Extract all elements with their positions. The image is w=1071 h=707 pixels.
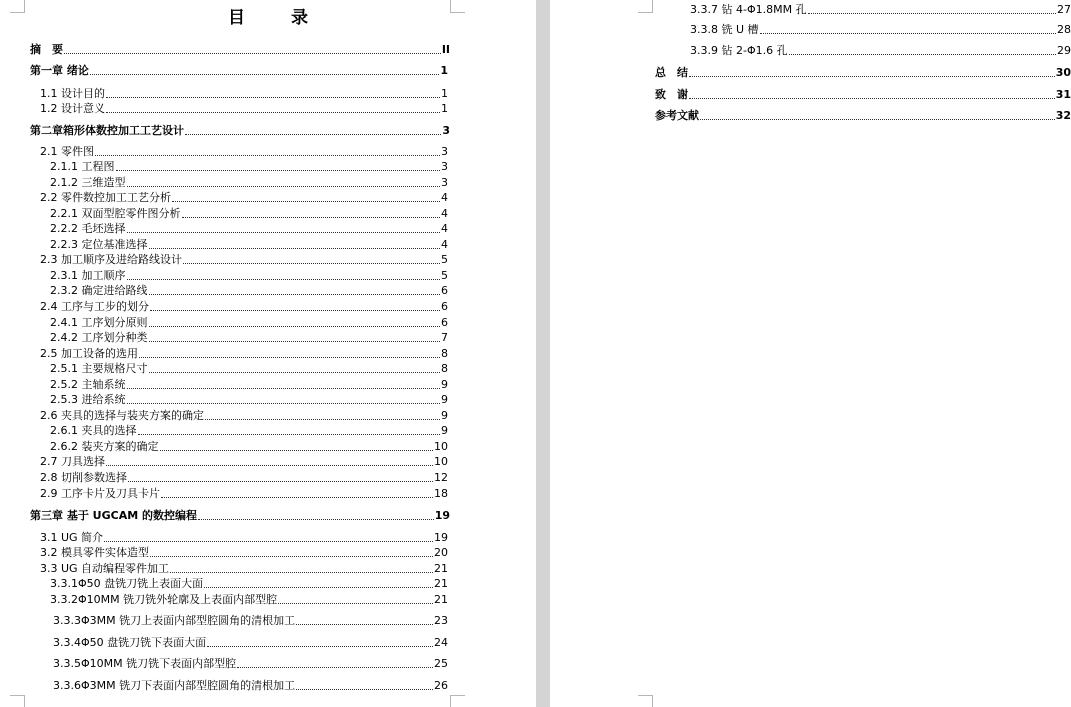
toc-entry-label: 总 结 — [655, 66, 688, 79]
toc-entry-label: 3.3.5Φ10MM 铣刀铣下表面内部型腔 — [53, 657, 237, 670]
toc-entry[interactable] — [50, 577, 448, 591]
toc-leader-dots — [198, 519, 434, 520]
crop-mark — [638, 695, 653, 707]
toc-page-number: 6 — [441, 316, 448, 329]
toc-page-number: 18 — [434, 487, 448, 500]
toc-entry[interactable] — [50, 393, 448, 407]
toc-entry[interactable] — [53, 636, 448, 650]
toc-entry[interactable] — [40, 487, 448, 501]
toc-heading[interactable] — [30, 124, 450, 138]
toc-page-number: 8 — [441, 362, 448, 375]
toc-entry-label: 2.5.2 主轴系统 — [50, 378, 126, 391]
toc-entry-label: 3.3.6Φ3MM 铣刀下表面内部型腔圆角的清根加工 — [53, 679, 296, 692]
toc-entry-label: 2.6.2 装夹方案的确定 — [50, 440, 159, 453]
toc-entry[interactable] — [53, 657, 448, 671]
toc-page-number: 4 — [441, 207, 448, 220]
toc-leader-dots — [127, 279, 441, 280]
toc-entry-label: 2.5.1 主要规格尺寸 — [50, 362, 148, 375]
toc-leader-dots — [149, 294, 441, 295]
toc-entry-label: 2.1.2 三维造型 — [50, 176, 126, 189]
toc-entry[interactable] — [40, 471, 448, 485]
toc-entry[interactable] — [50, 440, 448, 454]
toc-page-number: 3 — [441, 145, 448, 158]
toc-entry-label: 2.4 工序与工步的划分 — [40, 300, 149, 313]
toc-leader-dots — [149, 341, 441, 342]
toc-page-number: 30 — [1055, 66, 1071, 79]
toc-leader-dots — [150, 556, 433, 557]
toc-page-number: 25 — [434, 657, 448, 670]
crop-mark — [10, 0, 25, 13]
toc-leader-dots — [127, 232, 441, 233]
toc-entry-label: 2.6.1 夹具的选择 — [50, 424, 137, 437]
toc-entry-label: 致 谢 — [655, 88, 688, 101]
toc-page-number: 21 — [434, 562, 448, 575]
toc-page-number: 23 — [434, 614, 448, 627]
toc-entry-label: 2.2 零件数控加工工艺分析 — [40, 191, 171, 204]
toc-title: 目 录 — [228, 8, 328, 28]
toc-heading[interactable] — [30, 64, 448, 78]
toc-page-number: 9 — [441, 393, 448, 406]
toc-entry-label: 参考文献 — [655, 109, 699, 122]
toc-entry-label: 2.8 切削参数选择 — [40, 471, 127, 484]
page-right — [550, 0, 1071, 707]
toc-entry-label: 2.2.2 毛坯选择 — [50, 222, 126, 235]
toc-leader-dots — [149, 372, 441, 373]
toc-page-number: 10 — [434, 440, 448, 453]
toc-leader-dots — [185, 134, 441, 135]
toc-entry-label: 3.3.9 钻 2-Φ1.6 孔 — [690, 44, 788, 57]
toc-entry-label: 2.9 工序卡片及刀具卡片 — [40, 487, 160, 500]
toc-entry[interactable] — [40, 546, 448, 560]
toc-heading[interactable] — [655, 66, 1071, 80]
toc-entry-label: 3.2 模具零件实体造型 — [40, 546, 149, 559]
page-gutter — [536, 0, 550, 707]
toc-page-number: 21 — [434, 593, 448, 606]
toc-entry-label: 2.3 加工顺序及进给路线设计 — [40, 253, 182, 266]
toc-leader-dots — [296, 624, 433, 625]
toc-page-number: 1 — [441, 102, 448, 115]
toc-leader-dots — [106, 112, 440, 113]
toc-page-number: 6 — [441, 284, 448, 297]
toc-leader-dots — [127, 186, 441, 187]
toc-entry[interactable] — [40, 562, 448, 576]
toc-page-number: 5 — [441, 253, 448, 266]
toc-page-number: II — [441, 43, 450, 56]
toc-leader-dots — [170, 572, 433, 573]
toc-page-number: 1 — [441, 87, 448, 100]
toc-entry-label: 3.3.4Φ50 盘铣刀铣下表面大面 — [53, 636, 207, 649]
toc-page-number: 4 — [441, 191, 448, 204]
toc-entry-label: 2.4.2 工序划分种类 — [50, 331, 148, 344]
toc-entry-label: 第二章箱形体数控加工工艺设计 — [30, 124, 184, 137]
toc-entry[interactable] — [50, 593, 448, 607]
toc-page-number: 19 — [434, 509, 450, 522]
toc-heading[interactable] — [655, 88, 1071, 102]
toc-entry[interactable] — [50, 424, 448, 438]
toc-page-number: 10 — [434, 455, 448, 468]
toc-entry[interactable] — [50, 284, 448, 298]
toc-entry[interactable] — [40, 455, 448, 469]
toc-page-number: 3 — [441, 160, 448, 173]
toc-page-number: 31 — [1055, 88, 1071, 101]
toc-page-number: 9 — [441, 424, 448, 437]
crop-mark — [10, 695, 25, 707]
toc-entry-label: 2.3.1 加工顺序 — [50, 269, 126, 282]
toc-entry-label: 3.3.2Φ10MM 铣刀铣外轮廓及上表面内部型腔 — [50, 593, 278, 606]
toc-page-number: 4 — [441, 238, 448, 251]
toc-leader-dots — [150, 310, 440, 311]
toc-leader-dots — [760, 33, 1056, 34]
toc-leader-dots — [237, 667, 433, 668]
toc-entry-label: 2.2.3 定位基准选择 — [50, 238, 148, 251]
toc-page-number: 26 — [434, 679, 448, 692]
toc-leader-dots — [161, 497, 433, 498]
toc-entry-label: 3.3.8 铣 U 槽 — [690, 23, 759, 36]
toc-entry-label: 2.4.1 工序划分原则 — [50, 316, 148, 329]
toc-leader-dots — [700, 119, 1055, 120]
toc-heading[interactable] — [655, 109, 1071, 123]
toc-entry[interactable] — [50, 176, 448, 190]
toc-entry[interactable] — [50, 269, 448, 283]
toc-leader-dots — [116, 170, 441, 171]
toc-leader-dots — [207, 646, 433, 647]
toc-leader-dots — [64, 53, 441, 54]
toc-entry[interactable] — [50, 222, 448, 236]
toc-leader-dots — [95, 155, 440, 156]
toc-heading[interactable] — [30, 43, 450, 57]
toc-leader-dots — [104, 541, 433, 542]
toc-entry[interactable] — [40, 347, 448, 361]
toc-leader-dots — [296, 689, 433, 690]
toc-leader-dots — [278, 603, 433, 604]
toc-entry[interactable] — [40, 102, 448, 116]
toc-entry-label: 2.1 零件图 — [40, 145, 94, 158]
toc-entry-label: 2.1.1 工程图 — [50, 160, 115, 173]
toc-entry-label: 摘 要 — [30, 43, 63, 56]
toc-entry[interactable] — [50, 378, 448, 392]
toc-entry-label: 2.5 加工设备的选用 — [40, 347, 138, 360]
toc-leader-dots — [205, 419, 440, 420]
toc-entry[interactable] — [40, 87, 448, 101]
toc-leader-dots — [160, 450, 434, 451]
toc-entry-label: 3.3 UG 自动编程零件加工 — [40, 562, 170, 575]
toc-page-number: 27 — [1057, 3, 1071, 16]
toc-page-number: 9 — [441, 409, 448, 422]
toc-entry[interactable] — [40, 531, 448, 545]
toc-entry-label: 2.6 夹具的选择与装夹方案的确定 — [40, 409, 204, 422]
toc-entry-label: 2.2.1 双面型腔零件图分析 — [50, 207, 181, 220]
toc-page-number: 21 — [434, 577, 448, 590]
toc-leader-dots — [689, 98, 1055, 99]
toc-leader-dots — [183, 263, 440, 264]
toc-page-number: 29 — [1057, 44, 1071, 57]
toc-leader-dots — [182, 217, 441, 218]
toc-entry[interactable] — [40, 300, 448, 314]
toc-entry[interactable] — [690, 44, 1071, 58]
toc-entry[interactable] — [50, 207, 448, 221]
toc-page-number: 12 — [434, 471, 448, 484]
toc-entry[interactable] — [40, 253, 448, 267]
toc-heading[interactable] — [30, 509, 450, 523]
toc-page-number: 5 — [441, 269, 448, 282]
toc-page-number: 7 — [441, 331, 448, 344]
toc-entry-label: 第三章 基于 UGCAM 的数控编程 — [30, 509, 197, 522]
toc-entry-label: 1.2 设计意义 — [40, 102, 105, 115]
toc-page-number: 3 — [441, 176, 448, 189]
toc-entry[interactable] — [40, 145, 448, 159]
toc-leader-dots — [127, 388, 441, 389]
toc-leader-dots — [689, 76, 1055, 77]
toc-entry-label: 3.3.3Φ3MM 铣刀上表面内部型腔圆角的清根加工 — [53, 614, 296, 627]
toc-page-number: 24 — [434, 636, 448, 649]
toc-leader-dots — [172, 201, 440, 202]
toc-page-number: 8 — [441, 347, 448, 360]
toc-entry-label: 2.7 刀具选择 — [40, 455, 105, 468]
toc-leader-dots — [90, 74, 440, 75]
toc-entry-label: 2.5.3 进给系统 — [50, 393, 126, 406]
toc-page-number: 6 — [441, 300, 448, 313]
toc-entry[interactable] — [690, 23, 1071, 37]
toc-page-number: 1 — [440, 64, 448, 77]
toc-leader-dots — [139, 357, 440, 358]
toc-page-number: 9 — [441, 378, 448, 391]
toc-leader-dots — [204, 587, 433, 588]
toc-entry[interactable] — [40, 409, 448, 423]
toc-page-number: 3 — [442, 124, 450, 137]
toc-leader-dots — [138, 434, 441, 435]
toc-entry[interactable] — [50, 238, 448, 252]
toc-entry-label: 3.3.7 钻 4-Φ1.8MM 孔 — [690, 3, 807, 16]
toc-entry[interactable] — [53, 614, 448, 628]
toc-page-number: 4 — [441, 222, 448, 235]
toc-page-number: 19 — [434, 531, 448, 544]
toc-entry[interactable] — [690, 3, 1071, 17]
toc-entry[interactable] — [40, 191, 448, 205]
toc-leader-dots — [127, 403, 441, 404]
toc-leader-dots — [789, 54, 1056, 55]
toc-entry[interactable] — [50, 160, 448, 174]
toc-entry[interactable] — [53, 679, 448, 693]
toc-leader-dots — [106, 97, 440, 98]
toc-leader-dots — [128, 481, 433, 482]
toc-entry-label: 3.3.1Φ50 盘铣刀铣上表面大面 — [50, 577, 204, 590]
toc-leader-dots — [149, 248, 441, 249]
toc-leader-dots — [106, 465, 433, 466]
crop-mark — [450, 0, 465, 13]
toc-entry[interactable] — [50, 362, 448, 376]
toc-entry-label: 3.1 UG 简介 — [40, 531, 104, 544]
toc-leader-dots — [149, 326, 441, 327]
toc-entry-label: 第一章 绪论 — [30, 64, 89, 77]
toc-entry-label: 1.1 设计目的 — [40, 87, 105, 100]
toc-page-number: 20 — [434, 546, 448, 559]
toc-entry[interactable] — [50, 331, 448, 345]
toc-leader-dots — [808, 13, 1056, 14]
toc-page-number: 28 — [1057, 23, 1071, 36]
toc-page-number: 32 — [1055, 109, 1071, 122]
crop-mark — [450, 695, 465, 707]
toc-entry[interactable] — [50, 316, 448, 330]
toc-entry-label: 2.3.2 确定进给路线 — [50, 284, 148, 297]
crop-mark — [638, 0, 653, 13]
